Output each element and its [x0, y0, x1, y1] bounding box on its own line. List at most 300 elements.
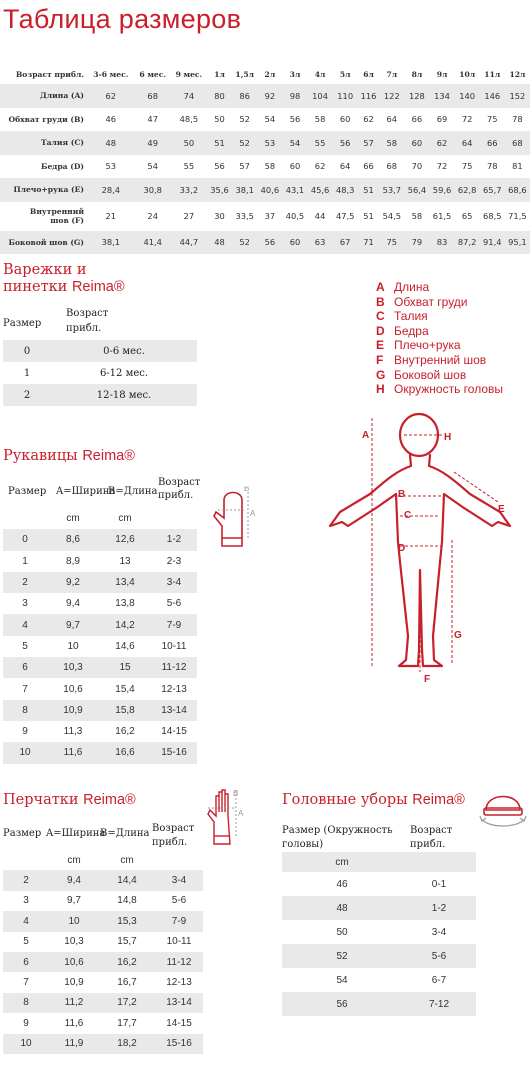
- hats-col-age: [410, 824, 452, 852]
- legend-item: [376, 338, 503, 353]
- hats-section-title: [282, 792, 465, 809]
- main-table-cell: 60: [289, 161, 301, 172]
- main-table-cell: 57: [239, 161, 250, 172]
- main-table-cell: 68,5: [483, 211, 502, 221]
- legend-text: Окружность головы: [394, 382, 504, 397]
- main-table-cell: 95,1: [508, 237, 527, 248]
- main-table-cell: 54: [147, 161, 158, 172]
- gloves-cell: 9,7: [67, 895, 81, 907]
- mitts-cell: 8,6: [66, 534, 80, 546]
- main-table-age-cell: 12л: [509, 69, 526, 79]
- gloves-cell: 5: [23, 936, 29, 948]
- hats-row: [282, 992, 476, 1016]
- main-table-cell: 51: [214, 137, 225, 148]
- main-table-cell: 52: [239, 137, 250, 148]
- mitts-cell: 15,4: [115, 683, 135, 695]
- main-table-row-label-line1: Внутренний: [29, 207, 84, 216]
- hats-size-cell: 46: [336, 878, 348, 890]
- mitts-cell: 12,6: [115, 534, 135, 546]
- mitts-cell: 11,6: [63, 747, 83, 759]
- main-table-cell: 53: [264, 137, 276, 148]
- main-table-cell: 79: [411, 237, 423, 248]
- main-table-cell: 30: [214, 211, 225, 221]
- mitts-unit-b: cm: [118, 513, 132, 525]
- main-table-cell: 60: [411, 137, 423, 148]
- main-table-cell: 134: [434, 90, 450, 101]
- main-table-cell: 72: [461, 114, 473, 125]
- mitts-cell: 14,6: [115, 640, 135, 652]
- main-table-cell: 52: [239, 237, 250, 248]
- main-table-cell: 30,8: [143, 184, 162, 195]
- gloves-title: Перчатки: [3, 792, 79, 808]
- main-table-cell: 38,1: [235, 184, 254, 195]
- mitts-cell: 8: [22, 704, 28, 716]
- hats-age-cell: 0-1: [431, 878, 447, 890]
- gloves-cell: 9: [23, 1017, 29, 1029]
- gloves-cell: 7-9: [171, 915, 187, 927]
- gloves-row: [3, 1034, 203, 1054]
- mitts-cell: 3: [22, 598, 28, 610]
- main-table-cell: 68: [147, 90, 158, 101]
- legend-item: [376, 280, 503, 295]
- glove-icon: [204, 786, 248, 848]
- main-table-cell: 50: [214, 114, 225, 125]
- main-table-cell: 56: [289, 114, 301, 125]
- main-table-cell: 78: [486, 161, 498, 172]
- main-table-row-label: Длина (A): [40, 91, 84, 101]
- hats-title: Головные уборы: [282, 792, 408, 808]
- mitts-cell: 15: [119, 662, 131, 674]
- gloves-cell: 14-15: [166, 1017, 192, 1029]
- main-table-age-cell: 7л: [386, 69, 398, 79]
- mitts-title: Рукавицы: [3, 448, 78, 464]
- hats-size-cell: 50: [336, 926, 348, 938]
- mittens-size-cell: 0: [23, 345, 31, 357]
- main-table-cell: 69: [436, 114, 448, 125]
- mitts-unit-row: [3, 508, 197, 529]
- mitts-cell: 2-3: [166, 555, 182, 567]
- gloves-col-a: A=Ширина: [46, 828, 106, 839]
- mitts-table: [3, 508, 197, 764]
- mittens-row: [3, 340, 197, 362]
- legend-item: [376, 353, 503, 368]
- mitts-cell: 10: [19, 747, 31, 759]
- mitt-icon: [208, 486, 260, 554]
- gloves-cell: 4: [23, 915, 29, 927]
- gloves-row: [3, 932, 203, 952]
- hats-age-cell: 6-7: [431, 974, 447, 986]
- main-table-cell: 47: [147, 114, 158, 125]
- main-table-cell: 64: [339, 161, 351, 172]
- mittens-age-cell: 0-6 мес.: [103, 345, 145, 357]
- gloves-cell: 14,4: [117, 875, 137, 887]
- main-table-cell: 57: [363, 137, 374, 148]
- mitts-cell: 10,9: [63, 704, 83, 716]
- mittens-section-title: [3, 262, 125, 296]
- legend-letter: H: [376, 382, 385, 397]
- mitts-cell: 9,4: [66, 598, 80, 610]
- main-table-cell: 122: [383, 90, 400, 101]
- main-table-cell: 51: [363, 184, 374, 195]
- main-table-row: [0, 131, 530, 155]
- gloves-col-b: B=Длина: [100, 828, 150, 839]
- gloves-cell: 15,7: [117, 936, 137, 948]
- gloves-cell: 15,3: [117, 915, 137, 927]
- mitts-cell: 10,6: [63, 683, 83, 695]
- hats-row: [282, 968, 476, 992]
- hats-row: [282, 872, 476, 896]
- figure-label-b: B: [398, 489, 406, 500]
- main-table-cell: 58: [386, 137, 398, 148]
- gloves-row: [3, 870, 203, 890]
- mitts-brand: Reima®: [82, 448, 135, 464]
- gloves-cell: 13-14: [166, 997, 192, 1009]
- main-table-cell: 68: [386, 161, 398, 172]
- main-table-cell: 81: [512, 161, 523, 172]
- measurement-lines: [372, 418, 498, 672]
- main-table-header-label: Возраст прибл.: [15, 69, 84, 79]
- hats-row: [282, 944, 476, 968]
- gloves-cell: 16,7: [117, 977, 137, 989]
- main-table-cell: 68: [512, 137, 523, 148]
- main-table-cell: 62: [436, 137, 448, 148]
- legend-text: Талия: [394, 309, 428, 324]
- main-table-cell: 46: [105, 114, 117, 125]
- mitts-col-age-line2: прибл.: [158, 490, 194, 501]
- main-table-cell: 75: [461, 161, 473, 172]
- main-table-cell: 49: [147, 137, 158, 148]
- mitts-cell: 15,8: [115, 704, 135, 716]
- main-table-cell: 55: [183, 161, 195, 172]
- hats-age-cell: 1-2: [431, 902, 447, 914]
- gloves-cell: 18,2: [117, 1038, 137, 1050]
- main-table-age-cell: 11л: [484, 69, 501, 79]
- main-table-age-cell: 4л: [314, 69, 326, 79]
- main-table-cell: 72: [436, 161, 448, 172]
- legend-letter: A: [376, 280, 385, 294]
- hats-size-cell: 52: [336, 950, 348, 962]
- main-table-age-cell: 9л: [436, 69, 448, 79]
- main-table-cell: 44: [314, 211, 326, 221]
- mitts-cell: 13,4: [115, 577, 135, 589]
- main-table-cell: 70: [411, 161, 423, 172]
- hats-col-age-line2: прибл.: [410, 839, 446, 850]
- main-table-age-cell: 3-6 мес.: [93, 69, 129, 79]
- main-size-table: [0, 64, 530, 254]
- gloves-cell: 11,2: [64, 997, 84, 1009]
- main-table-cell: 54: [264, 114, 276, 125]
- main-table-cell: 146: [484, 90, 501, 101]
- mitts-cell: 9,7: [66, 619, 80, 631]
- gloves-cell: 10,3: [64, 936, 84, 948]
- main-table-cell: 83: [436, 237, 448, 248]
- main-table-age-cell: 1л: [214, 69, 225, 79]
- main-table-cell: 53,7: [382, 184, 402, 195]
- mittens-size-cell: 1: [23, 367, 31, 379]
- mitts-cell: 5-6: [166, 598, 182, 610]
- body-measurement-figure: [320, 410, 530, 690]
- gloves-unit-row: [3, 850, 203, 870]
- main-table-cell: 80: [214, 90, 225, 101]
- main-table-cell: 152: [509, 90, 526, 101]
- mitts-cell: 11,3: [63, 726, 83, 738]
- gloves-cell: 12-13: [166, 977, 192, 989]
- gloves-cell: 5-6: [171, 895, 187, 907]
- gloves-cell: 11,6: [64, 1017, 84, 1029]
- main-table-row: [0, 108, 530, 132]
- hats-row: [282, 896, 476, 920]
- main-table-row: [0, 202, 530, 231]
- main-table-row-label: Плечо+рука (E): [13, 185, 84, 195]
- main-table-cell: 65,7: [483, 184, 502, 195]
- main-table-cell: 110: [337, 90, 354, 101]
- main-table-age-cell: 1,5л: [235, 69, 254, 79]
- main-table-cell: 24: [147, 211, 158, 221]
- gloves-col-age: [152, 822, 194, 850]
- main-table-cell: 45,6: [310, 184, 330, 195]
- main-table-age-cell: 5л: [339, 69, 351, 79]
- gloves-cell: 10,6: [64, 956, 84, 968]
- legend-letter: C: [376, 309, 385, 324]
- gloves-cell: 2: [23, 875, 29, 887]
- main-table-cell: 67: [339, 237, 351, 248]
- mitt-icon-label-b: B: [244, 486, 250, 493]
- main-table-cell: 62: [105, 90, 117, 101]
- mitts-cell: 7: [22, 683, 28, 695]
- gloves-unit-b: cm: [120, 854, 134, 866]
- main-table-cell: 33,2: [179, 184, 199, 195]
- hats-age-cell: 5-6: [431, 950, 447, 962]
- legend-letter: E: [376, 338, 385, 353]
- legend-item: [376, 382, 503, 397]
- gloves-cell: 17,2: [117, 997, 137, 1009]
- main-table-cell: 116: [360, 90, 377, 101]
- mitts-cell: 10,3: [63, 662, 83, 674]
- gloves-cell: 11-12: [166, 956, 192, 968]
- mitts-section-title: [3, 448, 135, 465]
- figure-label-h: H: [444, 432, 452, 443]
- mitts-cell: 7-9: [166, 619, 182, 631]
- main-table-cell: 62: [314, 161, 326, 172]
- legend-text: Боковой шов: [394, 367, 467, 382]
- mitts-cell: 4: [22, 619, 28, 631]
- main-table-cell: 68,6: [508, 184, 527, 195]
- mitts-cell: 14,2: [115, 619, 135, 631]
- legend-letter: G: [376, 367, 386, 382]
- main-table-cell: 44,7: [179, 237, 199, 248]
- main-table-cell: 86: [239, 90, 250, 101]
- hats-age-cell: 7-12: [428, 998, 449, 1010]
- measurement-legend: [376, 280, 503, 397]
- hats-unit-row: [282, 852, 476, 872]
- gloves-unit-a: cm: [67, 854, 81, 866]
- gloves-cell: 9,4: [67, 875, 81, 887]
- main-table-cell: 75: [486, 114, 498, 125]
- main-table-cell: 58: [314, 114, 326, 125]
- main-table-row: [0, 178, 530, 202]
- gloves-row: [3, 993, 203, 1013]
- main-table-cell: 74: [183, 90, 195, 101]
- gloves-cell: 10: [68, 915, 80, 927]
- main-table-cell: 59,6: [432, 184, 452, 195]
- mitts-cell: 11-12: [161, 662, 187, 674]
- gloves-row: [3, 1013, 203, 1033]
- main-table-row-label-line2: шов (F): [50, 216, 84, 225]
- main-table-cell: 41,4: [143, 237, 162, 248]
- hats-col-age-line1: Возраст: [410, 825, 453, 836]
- mitts-col-a: A=Ширина: [56, 486, 116, 497]
- mitts-col-size: Размер: [8, 486, 47, 497]
- mitts-cell: 2: [22, 577, 28, 589]
- main-table-cell: 64: [386, 114, 398, 125]
- gloves-row: [3, 891, 203, 911]
- gloves-cell: 11,9: [64, 1038, 84, 1050]
- main-table-cell: 56,4: [407, 184, 427, 195]
- legend-item: [376, 295, 503, 310]
- main-table-cell: 75: [386, 237, 398, 248]
- mitts-cell: 13: [119, 555, 131, 567]
- mittens-col-size: Размер: [3, 318, 42, 329]
- mitts-cell: 10: [67, 640, 79, 652]
- main-table-cell: 58: [264, 161, 276, 172]
- figure-label-f: F: [424, 674, 431, 685]
- main-table-cell: 78: [512, 114, 523, 125]
- gloves-cell: 6: [23, 956, 29, 968]
- legend-text: Обхват груди: [394, 294, 468, 309]
- mittens-title-line2: пинетки: [3, 279, 68, 295]
- gloves-cell: 10,9: [64, 977, 84, 989]
- main-table-cell: 62: [363, 114, 374, 125]
- main-table-row-label: Боковой шов (G): [8, 237, 84, 247]
- main-table-cell: 91,4: [483, 237, 502, 248]
- mitts-col-age-line1: Возраст: [158, 477, 201, 488]
- figure-label-a: A: [362, 430, 370, 441]
- main-table-cell: 66: [363, 161, 374, 172]
- main-table-cell: 56: [339, 137, 351, 148]
- gloves-col-size: Размер: [3, 828, 42, 839]
- main-table-cell: 53: [105, 161, 117, 172]
- main-table-cell: 92: [264, 90, 276, 101]
- mitts-cell: 3-4: [166, 577, 182, 589]
- hats-size-cell: 56: [336, 998, 348, 1010]
- main-table-row: [0, 155, 530, 179]
- main-table-cell: 35,6: [210, 184, 229, 195]
- hats-col-size-line1: Размер (Окружность: [282, 825, 393, 836]
- main-table-cell: 55: [314, 137, 326, 148]
- mittens-size-cell: 2: [23, 389, 31, 401]
- legend-item: [376, 309, 503, 324]
- gloves-table: [3, 850, 203, 1054]
- gloves-cell: 3: [23, 895, 29, 907]
- main-table-cell: 60: [339, 114, 351, 125]
- mittens-table: [3, 340, 197, 406]
- hats-col-size: [282, 824, 393, 852]
- mitts-cell: 0: [22, 534, 28, 546]
- main-table-cell: 52: [239, 114, 250, 125]
- main-table-row: [0, 231, 530, 255]
- mitts-cell: 10-11: [161, 640, 187, 652]
- mitts-unit-a: cm: [66, 513, 80, 525]
- main-table-cell: 38,1: [101, 237, 121, 248]
- main-table-age-cell: 8л: [411, 69, 423, 79]
- gloves-col-age-line1: Возраст: [152, 823, 195, 834]
- main-table-cell: 27: [183, 211, 195, 221]
- gloves-cell: 14,8: [117, 895, 137, 907]
- legend-item: [376, 368, 503, 383]
- mitts-row: [3, 657, 197, 678]
- mitts-cell: 1: [22, 555, 28, 567]
- mitts-cell: 13,8: [115, 598, 135, 610]
- main-table-cell: 51: [363, 211, 374, 221]
- figure-label-e: E: [498, 504, 505, 515]
- mitts-cell: 13-14: [161, 704, 187, 716]
- hats-col-size-line2: головы): [282, 839, 324, 850]
- mittens-col-age: [66, 306, 108, 336]
- main-table-cell: 56: [264, 237, 276, 248]
- main-table-cell: 21: [105, 211, 117, 221]
- glove-icon-label-a: A: [238, 809, 244, 818]
- main-table-cell: 71: [363, 237, 374, 248]
- main-table-cell: 98: [289, 90, 301, 101]
- gloves-row: [3, 952, 203, 972]
- main-table-cell: 58: [411, 211, 423, 221]
- mitts-col-b: B=Длина: [108, 486, 158, 497]
- hats-brand: Reima®: [412, 792, 465, 808]
- main-table-cell: 66: [486, 137, 498, 148]
- mittens-row: [3, 362, 197, 384]
- hats-row: [282, 920, 476, 944]
- figure-label-c: C: [404, 510, 412, 521]
- figure-label-g: G: [454, 630, 462, 641]
- mitts-cell: 15-16: [161, 747, 187, 759]
- main-table-age-cell: 2л: [264, 69, 276, 79]
- main-table-cell: 104: [312, 90, 328, 101]
- main-table-age-cell: 6 мес.: [139, 69, 167, 79]
- mitts-cell: 12-13: [161, 683, 187, 695]
- main-table-cell: 61,5: [432, 211, 452, 221]
- mittens-age-cell: 12-18 мес.: [96, 389, 152, 401]
- main-table-cell: 63: [314, 237, 326, 248]
- mitt-icon-label-a: A: [250, 509, 256, 518]
- main-table-age-cell: 10л: [459, 69, 476, 79]
- legend-text: Внутренний шов: [394, 352, 487, 367]
- mitts-cell: 8,9: [66, 555, 80, 567]
- legend-text: Длина: [394, 280, 430, 294]
- main-table-cell: 47,5: [335, 211, 355, 221]
- gloves-section-title: [3, 792, 136, 809]
- mitts-row: [3, 593, 197, 614]
- glove-icon-label-b: B: [233, 789, 239, 798]
- main-table-cell: 56: [214, 161, 225, 172]
- gloves-cell: 17,7: [117, 1017, 137, 1029]
- gloves-cell: 15-16: [166, 1038, 192, 1050]
- mitts-row: [3, 614, 197, 635]
- main-table-cell: 128: [409, 90, 425, 101]
- legend-text: Плечо+рука: [394, 338, 461, 353]
- mitts-row: [3, 742, 197, 763]
- mitts-cell: 1-2: [166, 534, 182, 546]
- legend-letter: F: [376, 352, 384, 367]
- main-table-age-cell: 6л: [363, 69, 374, 79]
- mittens-brand: Reima®: [71, 279, 125, 295]
- main-table-cell: 87,2: [457, 237, 477, 248]
- gloves-cell: 3-4: [171, 875, 187, 887]
- hat-icon: [476, 784, 530, 830]
- main-table-age-cell: 9 мес.: [175, 69, 203, 79]
- mitts-row: [3, 700, 197, 721]
- gloves-brand: Reima®: [83, 792, 136, 808]
- gloves-cell: 10-11: [166, 936, 192, 948]
